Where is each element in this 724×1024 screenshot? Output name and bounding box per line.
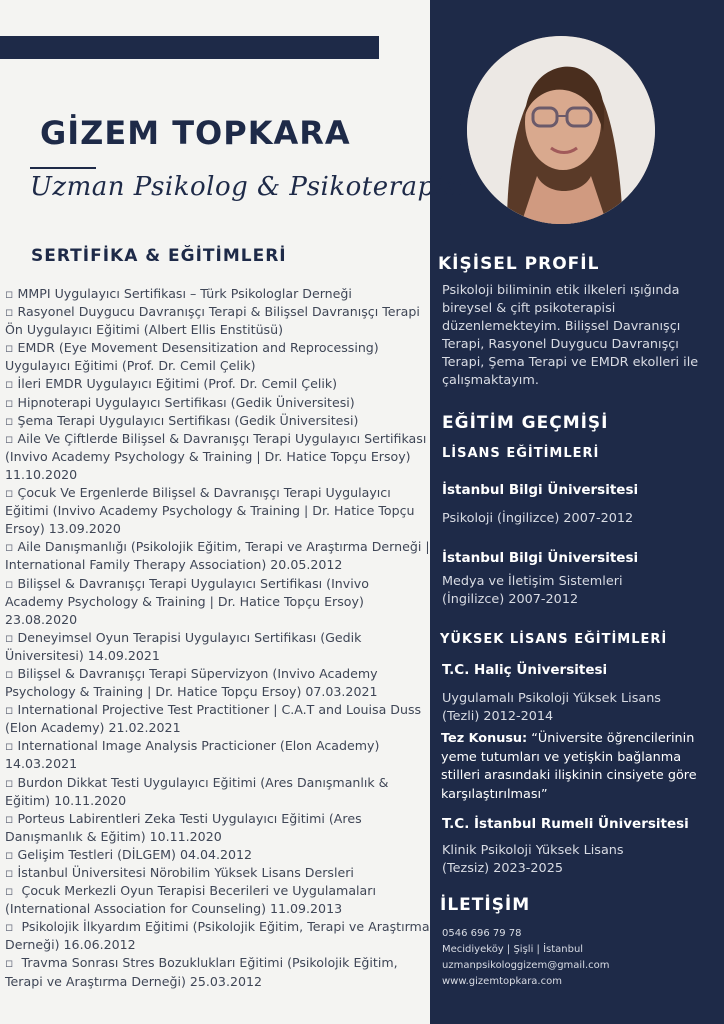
list-item: ▫ Çocuk Ve Ergenlerde Bilişsel & Davranışçı Terapi Uygulayıcı Eğitimi (Invivo Academy Psychology & Training | Dr. Hatice Topçu Ersoy) 13.09.2020 [5,484,430,538]
list-item: ▫ MMPI Uygulayıcı Sertifikası – Türk Psikologlar Derneği [5,285,430,303]
list-item: ▫ Rasyonel Duygucu Davranışçı Terapi & Bilişsel Davranışçı Terapi Ön Uygulayıcı Eğitimi (Albert Ellis Enstitüsü) [5,303,430,339]
education-heading: EĞİTİM GEÇMİŞİ [442,413,609,433]
bachelor-school-1: İstanbul Bilgi Üniversitesi [442,482,639,498]
list-item: ▫ Psikolojik İlkyardım Eğitimi (Psikolojik Eğitim, Terapi ve Araştırma Derneği) 16.06.2012 [5,918,430,954]
list-item: ▫ Bilişsel & Davranışçı Terapi Süpervizyon (Invivo Academy Psychology & Training | Dr. Hatice Topçu Ersoy) 07.03.2021 [5,665,430,701]
job-title: Uzman Psikolog & Psikoterapist [30,172,469,202]
master-school-1: T.C. Haliç Üniversitesi [442,662,608,678]
certifications-heading: SERTİFİKA & EĞİTİMLERİ [31,246,287,266]
master-school-2: T.C. İstanbul Rumeli Üniversitesi [442,816,689,832]
list-item: ▫ Aile Danışmanlığı (Psikolojik Eğitim, Terapi ve Araştırma Derneği | International Family Therapy Association) 20.05.2012 [5,538,430,574]
list-item: ▫ EMDR (Eye Movement Desensitization and Reprocessing) Uygulayıcı Eğitimi (Prof. Dr. Cemil Çelik) [5,339,430,375]
profile-photo [467,36,655,224]
list-item: ▫ Porteus Labirentleri Zeka Testi Uygulayıcı Eğitimi (Ares Danışmanlık & Eğitim) 10.11.2020 [5,810,430,846]
header-accent-bar [0,36,379,59]
thesis-text: “Üniversite öğrencilerinin yeme tutumları ve yetişkin bağlanma stilleri arasındaki ilişkinin cinsiyete göre karşılaştırılması” [441,731,697,802]
bachelor-school-2: İstanbul Bilgi Üniversitesi [442,550,639,566]
contact-phone[interactable]: 0546 696 79 78 [442,928,522,939]
list-item: ▫ Çocuk Merkezli Oyun Terapisi Becerileri ve Uygulamaları (International Association for Counseling) 11.09.2013 [5,882,430,918]
list-item: ▫ Deneyimsel Oyun Terapisi Uygulayıcı Sertifikası (Gedik Üniversitesi) 14.09.2021 [5,629,430,665]
contact-website[interactable]: www.gizemtopkara.com [442,976,562,987]
bachelor-detail-1: Psikoloji (İngilizce) 2007-2012 [442,511,634,526]
thesis-label: Tez Konusu: [441,731,528,746]
contact-email[interactable]: uzmanpsikologgizem@gmail.com [442,960,610,971]
profile-heading: KİŞİSEL PROFİL [438,254,600,274]
name-underline [30,167,96,169]
contact-address: Mecidiyeköy | Şişli | İstanbul [442,944,584,955]
bachelor-detail-2: Medya ve İletişim Sistemleri (İngilizce) 2007-2012 [442,574,623,607]
list-item: ▫ İleri EMDR Uygulayıcı Eğitimi (Prof. Dr. Cemil Çelik) [5,375,430,393]
bachelor-heading: LİSANS EĞİTİMLERİ [442,446,600,461]
contact-heading: İLETİŞİM [440,895,531,915]
thesis-block [441,730,706,804]
portrait-illustration-icon [467,36,655,224]
profile-text: Psikoloji biliminin etik ilkeleri ışığında bireysel & çift psikoterapisi düzenlemekteyim. Bilişsel Davranışçı Terapi, Rasyonel Duygucu Davranışçı Terapi, Şema Terapi ve EMDR ekolleri ile çalışmaktayım. [442,283,699,388]
list-item: ▫ Aile Ve Çiftlerde Bilişsel & Davranışçı Terapi Uygulayıcı Sertifikası (Invivo Academy Psychology & Training | Dr. Hatice Topçu Ersoy) 11.10.2020 [5,430,430,484]
list-item: ▫ Gelişim Testleri (DİLGEM) 04.04.2012 [5,846,430,864]
list-item: ▫ International Projective Test Practitioner | C.A.T and Louisa Duss (Elon Academy) 21.02.2021 [5,701,430,737]
master-heading: YÜKSEK LİSANS EĞİTİMLERİ [440,632,668,647]
master-detail-1: Uygulamalı Psikoloji Yüksek Lisans (Tezli) 2012-2014 [442,691,661,724]
master-detail-2: Klinik Psikoloji Yüksek Lisans (Tezsiz) 2023-2025 [442,843,624,876]
list-item: ▫ İstanbul Üniversitesi Nörobilim Yüksek Lisans Dersleri [5,864,430,882]
certifications-list [5,285,430,991]
list-item: ▫ Travma Sonrası Stres Bozuklukları Eğitimi (Psikolojik Eğitim, Terapi ve Araştırma Derneği) 25.03.2012 [5,954,430,990]
list-item: ▫ Şema Terapi Uygulayıcı Sertifikası (Gedik Üniversitesi) [5,412,430,430]
person-name: GİZEM TOPKARA [40,114,351,152]
list-item: ▫ International Image Analysis Practicioner (Elon Academy) 14.03.2021 [5,737,430,773]
list-item: ▫ Hipnoterapi Uygulayıcı Sertifikası (Gedik Üniversitesi) [5,394,430,412]
list-item: ▫ Bilişsel & Davranışçı Terapi Uygulayıcı Sertifikası (Invivo Academy Psychology & Training | Dr. Hatice Topçu Ersoy) 23.08.2020 [5,575,430,629]
list-item: ▫ Burdon Dikkat Testi Uygulayıcı Eğitimi (Ares Danışmanlık & Eğitim) 10.11.2020 [5,774,430,810]
